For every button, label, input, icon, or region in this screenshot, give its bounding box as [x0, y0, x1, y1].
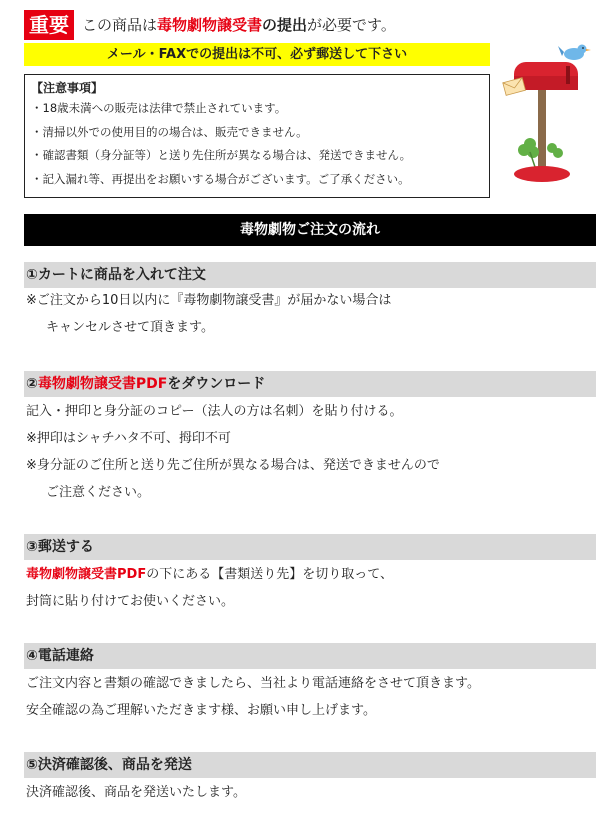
mailbox-illustration: [500, 40, 596, 190]
section-text: ご注文内容と書類の確認できましたら、当社より電話連絡をさせて頂きます。: [26, 676, 480, 691]
section-text: ※ご注文から10日以内に『毒物劇物譲受書』が届かない場合は: [26, 293, 392, 308]
section-text: ご注意ください。: [46, 485, 151, 500]
headline-pre: この商品は: [82, 16, 158, 34]
pdf-link[interactable]: 毒物劇物譲受書PDF: [26, 567, 147, 582]
section-text: 封筒に貼り付けてお使いください。: [26, 594, 235, 609]
section-text: [26, 565, 393, 585]
important-badge: 重要: [24, 10, 74, 40]
section-text: ※身分証のご住所と送り先ご住所が異なる場合は、発送できませんので: [26, 458, 440, 473]
section-number: ②: [26, 376, 38, 392]
notice-item: ・18歳未満への販売は法律で禁止されています。: [31, 101, 287, 115]
section-heading-text: をダウンロード: [167, 376, 266, 392]
section-heading-order: ①カートに商品を入れて注文: [24, 262, 596, 288]
pdf-link[interactable]: 毒物劇物譲受書PDF: [37, 376, 168, 392]
notice-box: [24, 74, 490, 198]
section-heading-mail: ③郵送する: [24, 534, 596, 560]
section-heading-download: [24, 371, 596, 397]
section-text: 安全確認の為ご理解いただきます様、お願い申し上げます。: [26, 703, 376, 718]
flow-title: 毒物劇物ご注文の流れ: [24, 214, 596, 246]
notice-item: ・清掃以外での使用目的の場合は、販売できません。: [31, 124, 308, 139]
headline-red: 毒物劇物譲受書: [157, 16, 263, 34]
envelope-icon: [503, 78, 526, 96]
section-heading-phone: ④電話連絡: [24, 643, 596, 669]
headline-post: が必要です。: [307, 16, 396, 34]
section-text: 記入・押印と身分証のコピー（法人の方は名刺）を貼り付ける。: [26, 404, 403, 419]
mail-only-notice: メール・FAXでの提出は不可、必ず郵送して下さい: [24, 43, 490, 66]
section-text-rest: の下にある【書類送り先】を切り取って、: [146, 567, 393, 582]
headline: [82, 13, 396, 37]
notice-item: ・確認書類（身分証等）と送り先住所が異なる場合は、発送できません。: [31, 148, 412, 162]
section-text: ※押印はシャチハタ不可、拇印不可: [26, 431, 231, 446]
section-text: キャンセルさせて頂きます。: [46, 320, 214, 335]
notice-item: ・記入漏れ等、再提出をお願いする場合がございます。ご了承ください。: [31, 171, 410, 186]
section-heading-ship: ⑤決済確認後、商品を発送: [24, 752, 596, 778]
headline-bold: の提出: [262, 16, 308, 34]
section-text: 決済確認後、商品を発送いたします。: [26, 785, 246, 800]
bird-icon: [558, 45, 591, 61]
notice-title: 【注意事項】: [31, 81, 104, 95]
